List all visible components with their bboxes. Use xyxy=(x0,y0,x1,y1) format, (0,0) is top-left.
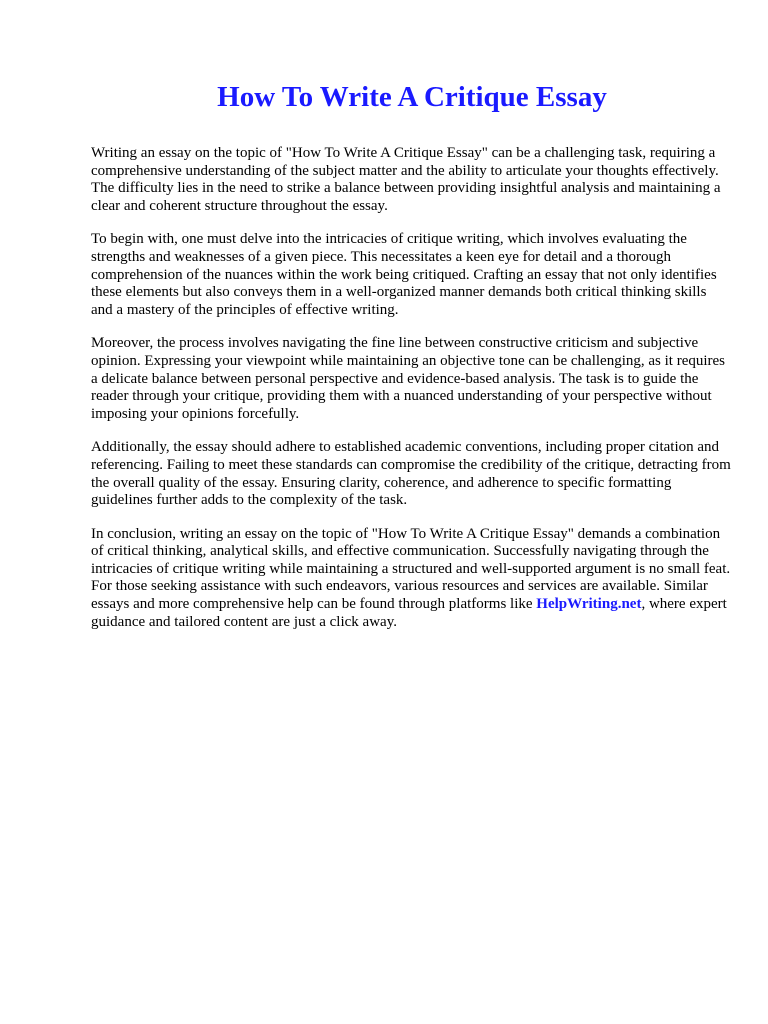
paragraph-3: Moreover, the process involves navigating the fine line between constructive criticism and subjective opinion. Expressing your viewpoint while maintaining an objective tone can be challenging, as it requires a delicate balance between personal perspective and evidence-based analysis. The task is to guide the reader through your critique, providing them with a nuanced understanding of your perspective without imposing your opinions forcefully. xyxy=(91,335,726,422)
conclusion-text-before-link: In conclusion, writing an essay on the topic of "How To Write A Critique Essay" demands a combination of critical thinking, analytical skills, and effective communication. Successfully navigating through the intricacies of critique writing while maintaining a structured and well-supported argument is no small feat. For those seeking assistance with such endeavors, various resources and services are available. Similar essays and more comprehensive help can be found through platforms like xyxy=(91,525,731,613)
helpwriting-link[interactable]: HelpWriting.net xyxy=(536,596,642,613)
page-title: How To Write A Critique Essay xyxy=(217,81,607,113)
paragraph-4: Additionally, the essay should adhere to established academic conventions, including proper citation and referencing. Failing to meet these standards can compromise the credibility of the critique, detracting from the overall quality of the essay. Ensuring clarity, coherence, and adherence to specific formatting guidelines further adds to the complexity of the task. xyxy=(91,439,731,509)
paragraph-5-conclusion xyxy=(91,526,731,632)
paragraph-1: Writing an essay on the topic of "How To Write A Critique Essay" can be a challenging task, requiring a comprehensive understanding of the subject matter and the ability to articulate your thoughts effectively. The difficulty lies in the need to strike a balance between providing insightful analysis and maintaining a clear and coherent structure throughout the essay. xyxy=(91,145,721,214)
paragraph-2: To begin with, one must delve into the intricacies of critique writing, which involves evaluating the strengths and weaknesses of a given piece. This necessitates a keen eye for detail and a thorough comprehension of the nuances within the work being critiqued. Crafting an essay that not only identifies these elements but also conveys them in a well-organized manner demands both critical thinking skills and a mastery of the principles of effective writing. xyxy=(91,231,717,318)
conclusion-text-after-link: , where expert guidance and tailored content are just a click away. xyxy=(91,596,727,630)
document-body xyxy=(91,145,731,647)
